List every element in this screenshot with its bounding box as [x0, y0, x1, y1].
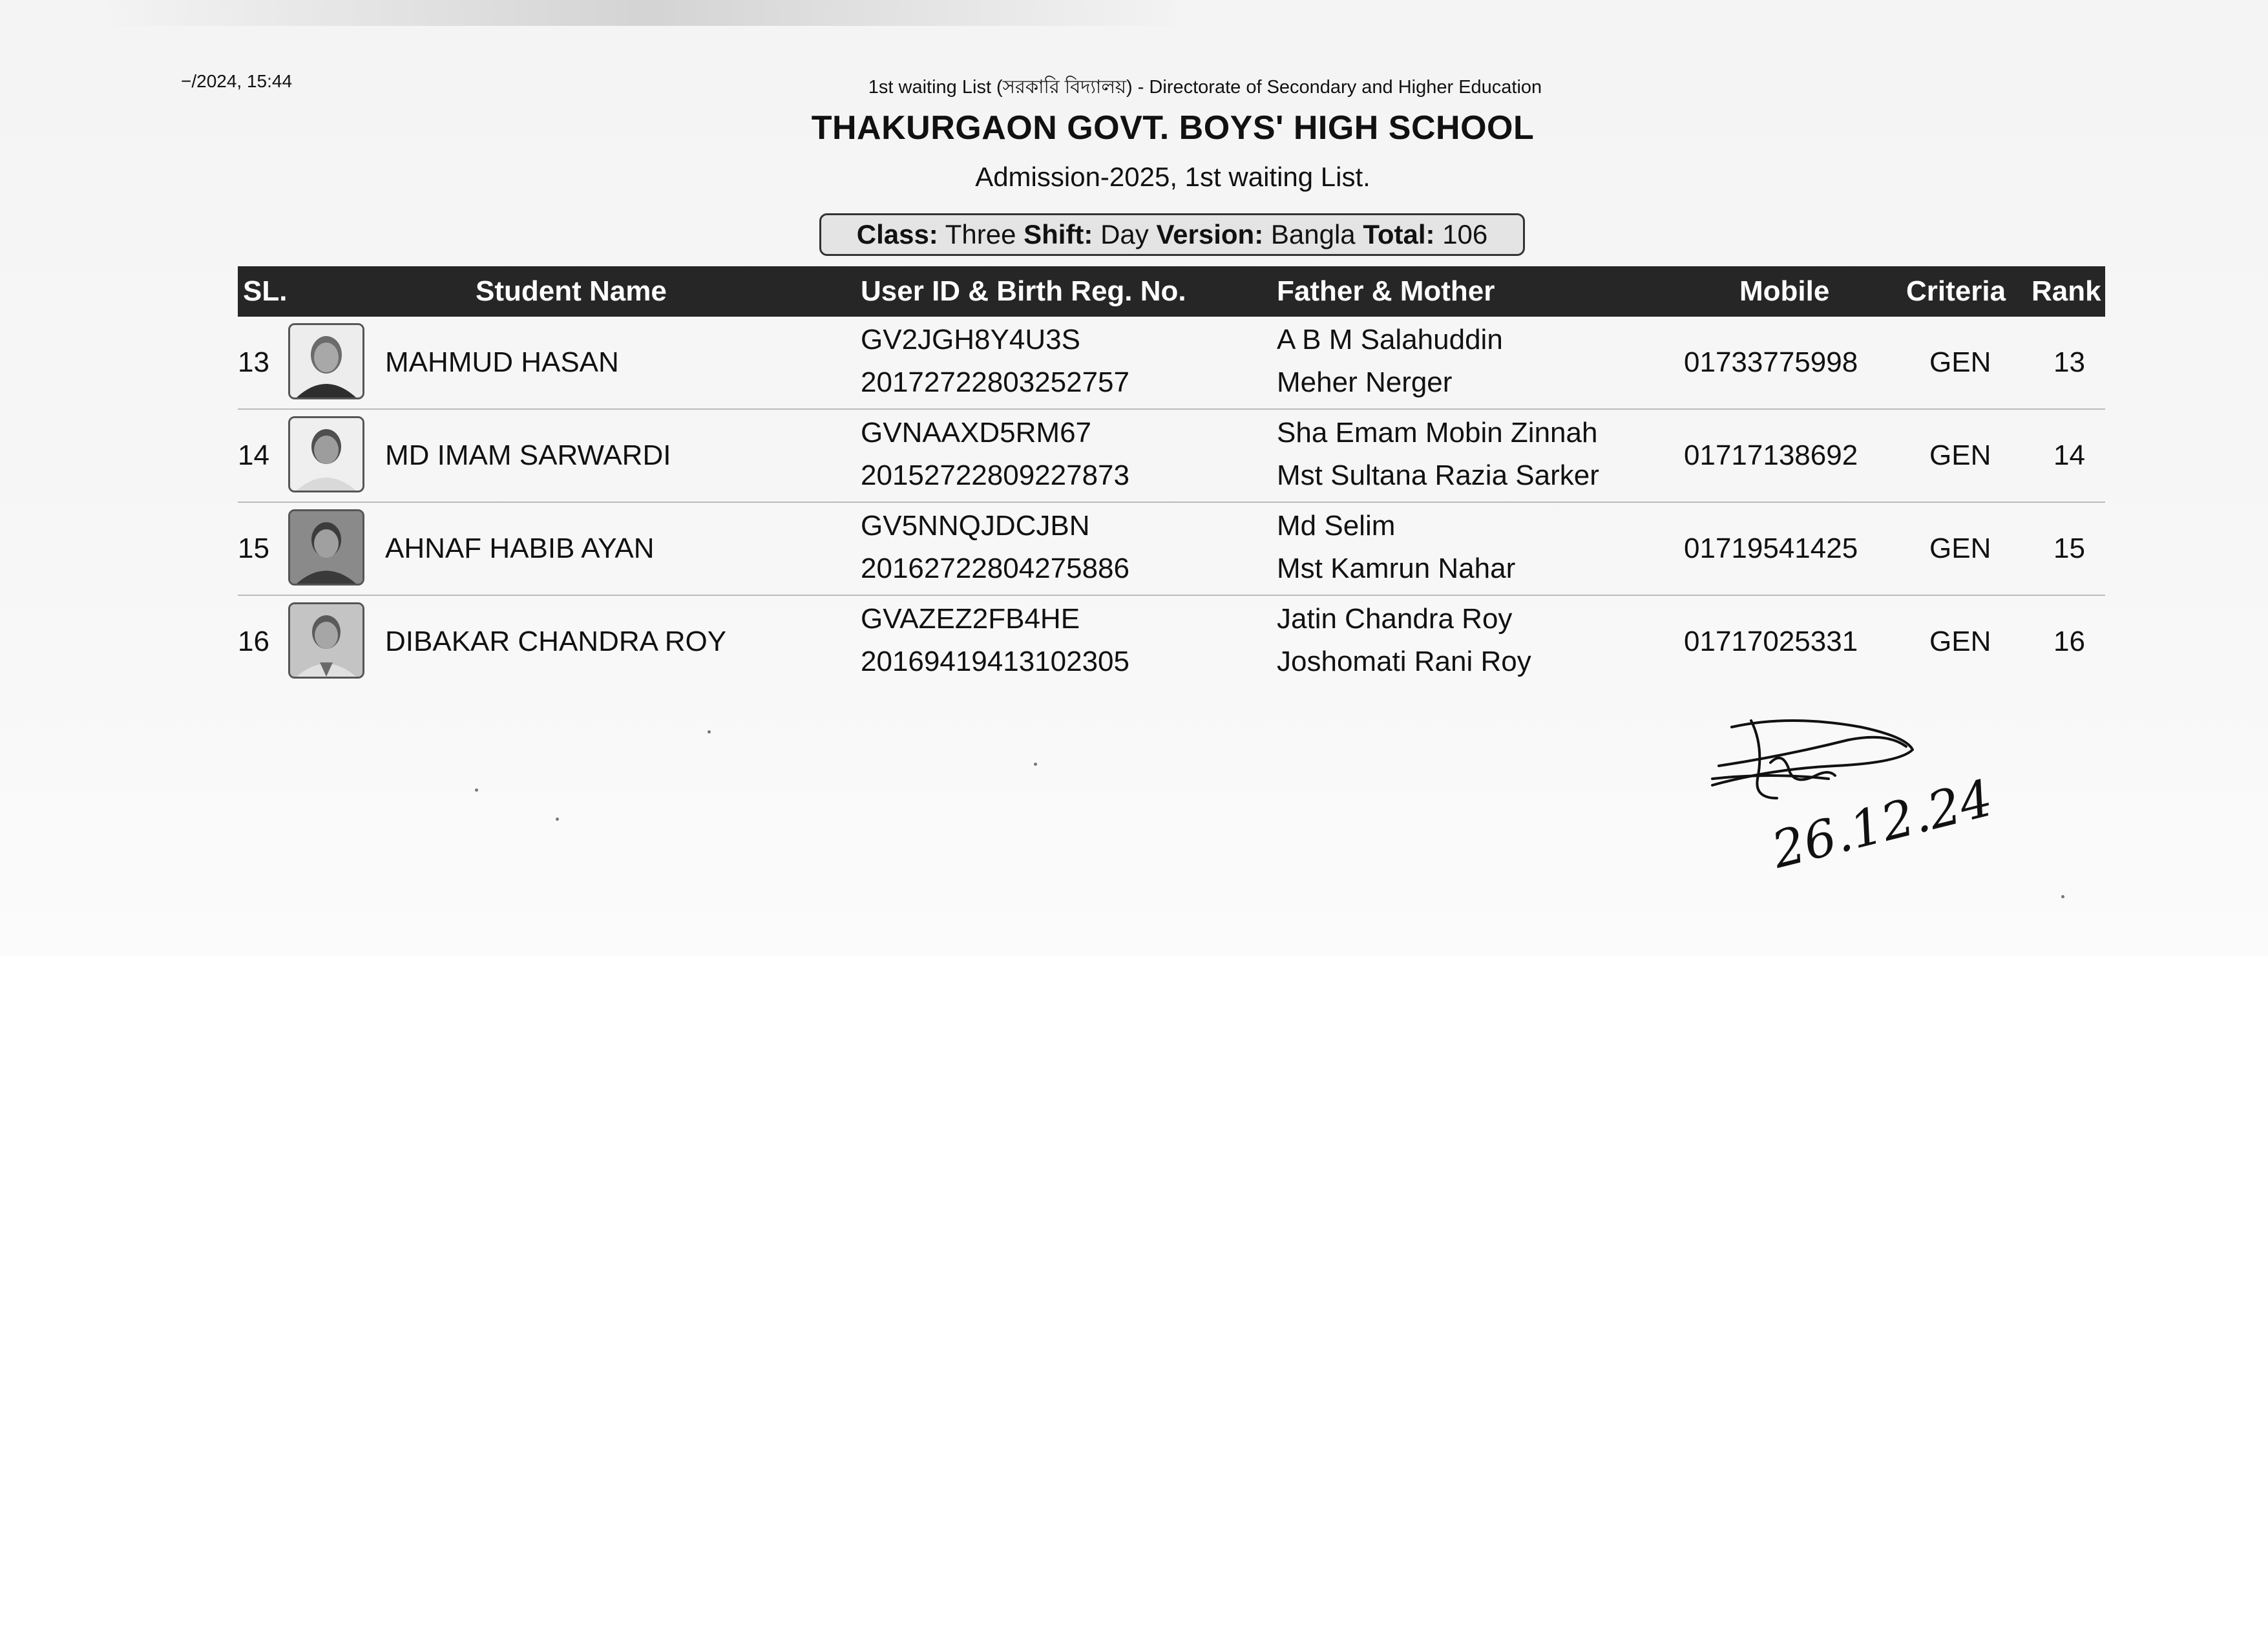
student-photo	[288, 323, 364, 399]
father-name: Sha Emam Mobin Zinnah	[1277, 417, 1598, 449]
school-name: THAKURGAON GOVT. BOYS' HIGH SCHOOL	[811, 109, 1535, 147]
scan-speck	[556, 818, 559, 821]
total-value: 106	[1442, 219, 1488, 249]
handwritten-signature	[1693, 701, 1990, 882]
print-timestamp: −/2024, 15:44	[181, 71, 293, 91]
version-label: Version:	[1156, 219, 1264, 249]
waiting-list-table	[238, 266, 2105, 688]
rank: 15	[2053, 533, 2085, 564]
rank: 16	[2053, 626, 2085, 657]
mobile-number: 01719541425	[1684, 533, 1858, 564]
student-name: MAHMUD HASAN	[385, 346, 619, 378]
col-parents: Father & Mother	[1277, 275, 1495, 307]
mobile-number: 01733775998	[1684, 346, 1858, 378]
shift-value: Day	[1100, 219, 1149, 249]
table-row	[238, 596, 2105, 688]
scan-speck	[475, 788, 478, 792]
user-id: GVAZEZ2FB4HE	[861, 603, 1080, 635]
table-header	[238, 266, 2105, 317]
mother-name: Mst Sultana Razia Sarker	[1277, 460, 1599, 491]
scan-speck	[708, 730, 711, 734]
birth-reg-no: 20169419413102305	[861, 646, 1130, 677]
mother-name: Mst Kamrun Nahar	[1277, 553, 1516, 584]
table-row	[238, 317, 2105, 410]
user-id: GV5NNQJDCJBN	[861, 510, 1090, 542]
student-photo	[288, 602, 364, 679]
birth-reg-no: 20152722809227873	[861, 460, 1130, 491]
class-label: Class:	[856, 219, 938, 249]
rank: 14	[2053, 439, 2085, 471]
total-label: Total:	[1363, 219, 1435, 249]
col-criteria: Criteria	[1906, 275, 2006, 307]
table-row	[238, 503, 2105, 596]
birth-reg-no: 20162722804275886	[861, 553, 1130, 584]
criteria: GEN	[1929, 346, 1991, 378]
user-id: GV2JGH8Y4U3S	[861, 324, 1080, 355]
print-page-title: 1st waiting List (সরকারি বিদ্যালয়) - Directorate of Secondary and Higher Education	[868, 77, 1542, 98]
class-value: Three	[945, 219, 1016, 249]
rank: 13	[2053, 346, 2085, 378]
row-sl: 14	[238, 439, 269, 471]
col-sl: SL.	[243, 275, 288, 307]
mobile-number: 01717025331	[1684, 626, 1858, 657]
col-mobile: Mobile	[1739, 275, 1830, 307]
student-photo	[288, 416, 364, 492]
father-name: Md Selim	[1277, 510, 1396, 542]
user-id: GVNAAXD5RM67	[861, 417, 1092, 449]
row-sl: 16	[238, 626, 269, 657]
signature-date: 26.12.24	[1766, 769, 1990, 880]
version-value: Bangla	[1270, 219, 1356, 249]
student-photo	[288, 509, 364, 586]
student-name: AHNAF HABIB AYAN	[385, 533, 655, 564]
mother-name: Meher Nerger	[1277, 366, 1453, 398]
list-subtitle: Admission-2025, 1st waiting List.	[975, 162, 1370, 192]
col-rank: Rank	[2032, 275, 2101, 307]
criteria: GEN	[1929, 439, 1991, 471]
shift-label: Shift:	[1024, 219, 1093, 249]
student-name: MD IMAM SARWARDI	[385, 439, 671, 471]
mother-name: Joshomati Rani Roy	[1277, 646, 1531, 677]
criteria: GEN	[1929, 626, 1991, 657]
row-sl: 15	[238, 533, 269, 564]
scan-speck	[1034, 763, 1037, 766]
row-sl: 13	[238, 346, 269, 378]
class-info-box	[819, 213, 1525, 256]
father-name: A B M Salahuddin	[1277, 324, 1503, 355]
mobile-number: 01717138692	[1684, 439, 1858, 471]
father-name: Jatin Chandra Roy	[1277, 603, 1513, 635]
table-row	[238, 410, 2105, 503]
criteria: GEN	[1929, 533, 1991, 564]
col-user-id: User ID & Birth Reg. No.	[861, 275, 1186, 307]
scan-streak	[97, 0, 1195, 26]
birth-reg-no: 20172722803252757	[861, 366, 1130, 398]
student-name: DIBAKAR CHANDRA ROY	[385, 626, 727, 657]
scan-speck	[2061, 895, 2064, 898]
col-student-name: Student Name	[476, 275, 667, 307]
